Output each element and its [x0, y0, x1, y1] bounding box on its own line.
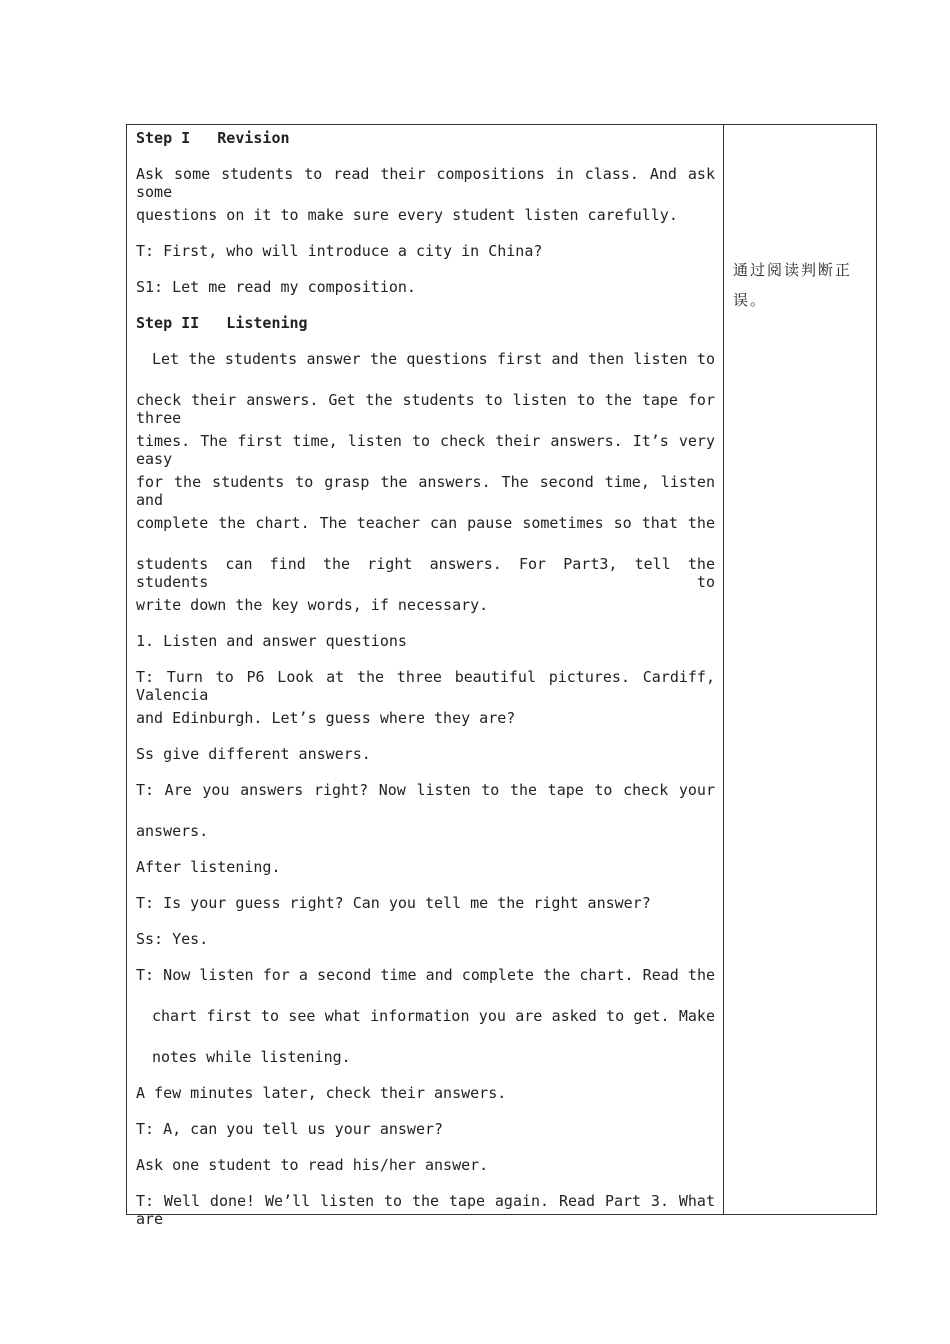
column-divider [723, 125, 724, 1214]
text-line: Let the students answer the questions first and then listen to [152, 350, 715, 368]
text-line: T: A, can you tell us your answer? [136, 1120, 444, 1138]
side-note-line: 误。 [733, 291, 768, 309]
text-line: and Edinburgh. Let’s guess where they are? [136, 709, 516, 727]
text-line: Ss give different answers. [136, 745, 371, 763]
text-line: questions on it to make sure every student listen carefully. [136, 206, 678, 224]
text-line: 1. Listen and answer questions [136, 632, 407, 650]
text-line: Ask some students to read their compositions in class. And ask some [136, 165, 715, 201]
text-line: S1: Let me read my composition. [136, 278, 416, 296]
text-line: notes while listening. [152, 1048, 351, 1066]
text-line: Ask one student to read his/her answer. [136, 1156, 489, 1174]
text-line: T: Turn to P6 Look at the three beautiful pictures. Cardiff, Valencia [136, 668, 715, 704]
step-1-heading: Step I Revision [136, 129, 290, 147]
text-line: T: Now listen for a second time and complete the chart. Read the [136, 966, 715, 984]
lesson-table [126, 124, 877, 1228]
text-line: for the students to grasp the answers. The second time, listen and [136, 473, 715, 509]
text-line: check their answers. Get the students to listen to the tape for three [136, 391, 715, 427]
notes-column [733, 255, 871, 315]
text-line: T: Are you answers right? Now listen to the tape to check your [136, 781, 715, 799]
text-line: answers. [136, 822, 209, 840]
text-line: After listening. [136, 858, 281, 876]
text-line: complete the chart. The teacher can pause sometimes so that the [136, 514, 715, 532]
text-line: T: First, who will introduce a city in China? [136, 242, 543, 260]
text-line: times. The first time, listen to check their answers. It’s very easy [136, 432, 715, 468]
text-line: Ss: Yes. [136, 930, 209, 948]
step-2-heading: Step II Listening [136, 314, 308, 332]
text-line: T: Well done! We’ll listen to the tape again. Read Part 3. What are [136, 1192, 715, 1228]
text-line: students can find the right answers. For Part3, tell the students to [136, 555, 715, 591]
text-line: T: Is your guess right? Can you tell me the right answer? [136, 894, 651, 912]
text-line: write down the key words, if necessary. [136, 596, 489, 614]
text-line: A few minutes later, check their answers. [136, 1084, 507, 1102]
text-line: chart first to see what information you are asked to get. Make [152, 1007, 715, 1025]
side-note-line: 通过阅读判断正 [733, 261, 853, 279]
